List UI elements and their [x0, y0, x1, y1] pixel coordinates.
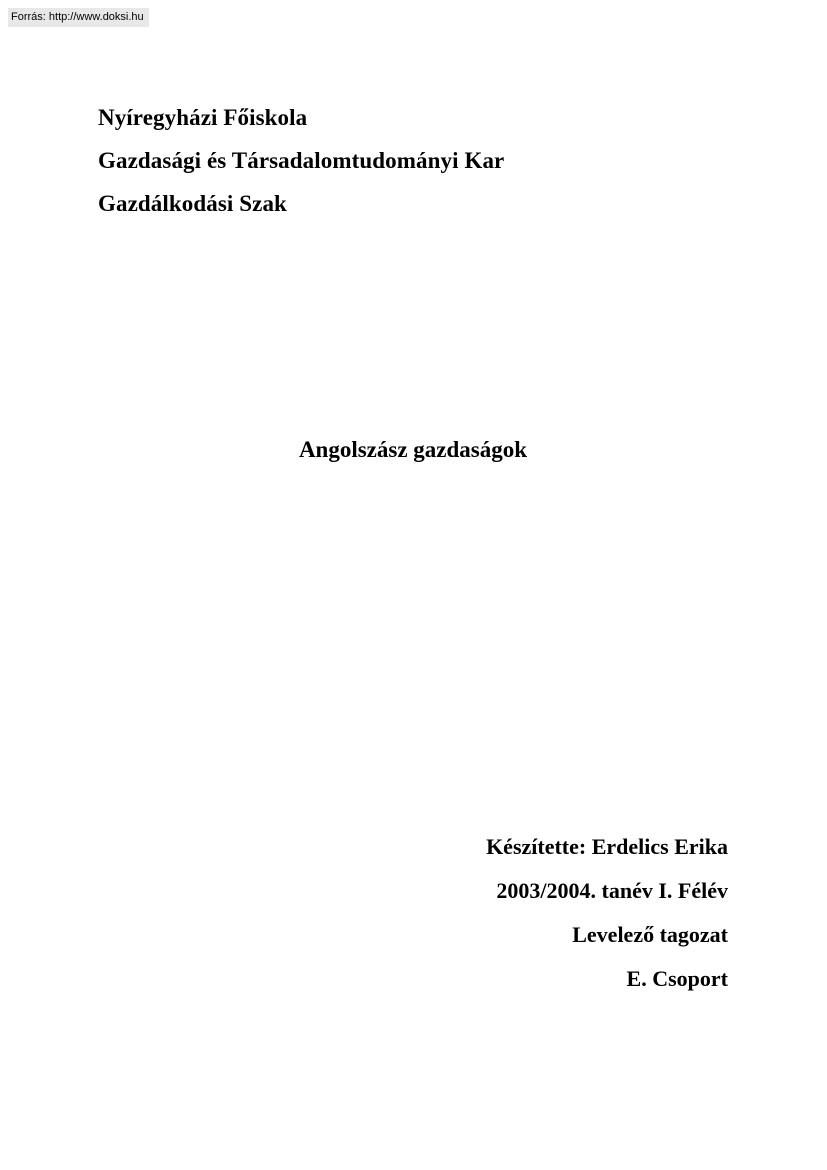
author-line-2: 2003/2004. tanév I. Félév [496, 878, 728, 903]
author-line-1: Készítette: Erdelics Erika [486, 834, 728, 859]
institution-line-3: Gazdálkodási Szak [98, 191, 287, 216]
author-line-4: E. Csoport [626, 966, 728, 991]
author-line-3: Levelező tagozat [572, 922, 728, 947]
page-title: Angolszász gazdaságok [298, 437, 528, 462]
source-watermark: Forrás: http://www.doksi.hu [8, 8, 149, 27]
institution-line-2: Gazdasági és Társadalomtudományi Kar [98, 148, 505, 173]
institution-line-1: Nyíregyházi Főiskola [98, 105, 308, 130]
author-block [228, 825, 728, 1001]
institution-block [98, 96, 698, 225]
